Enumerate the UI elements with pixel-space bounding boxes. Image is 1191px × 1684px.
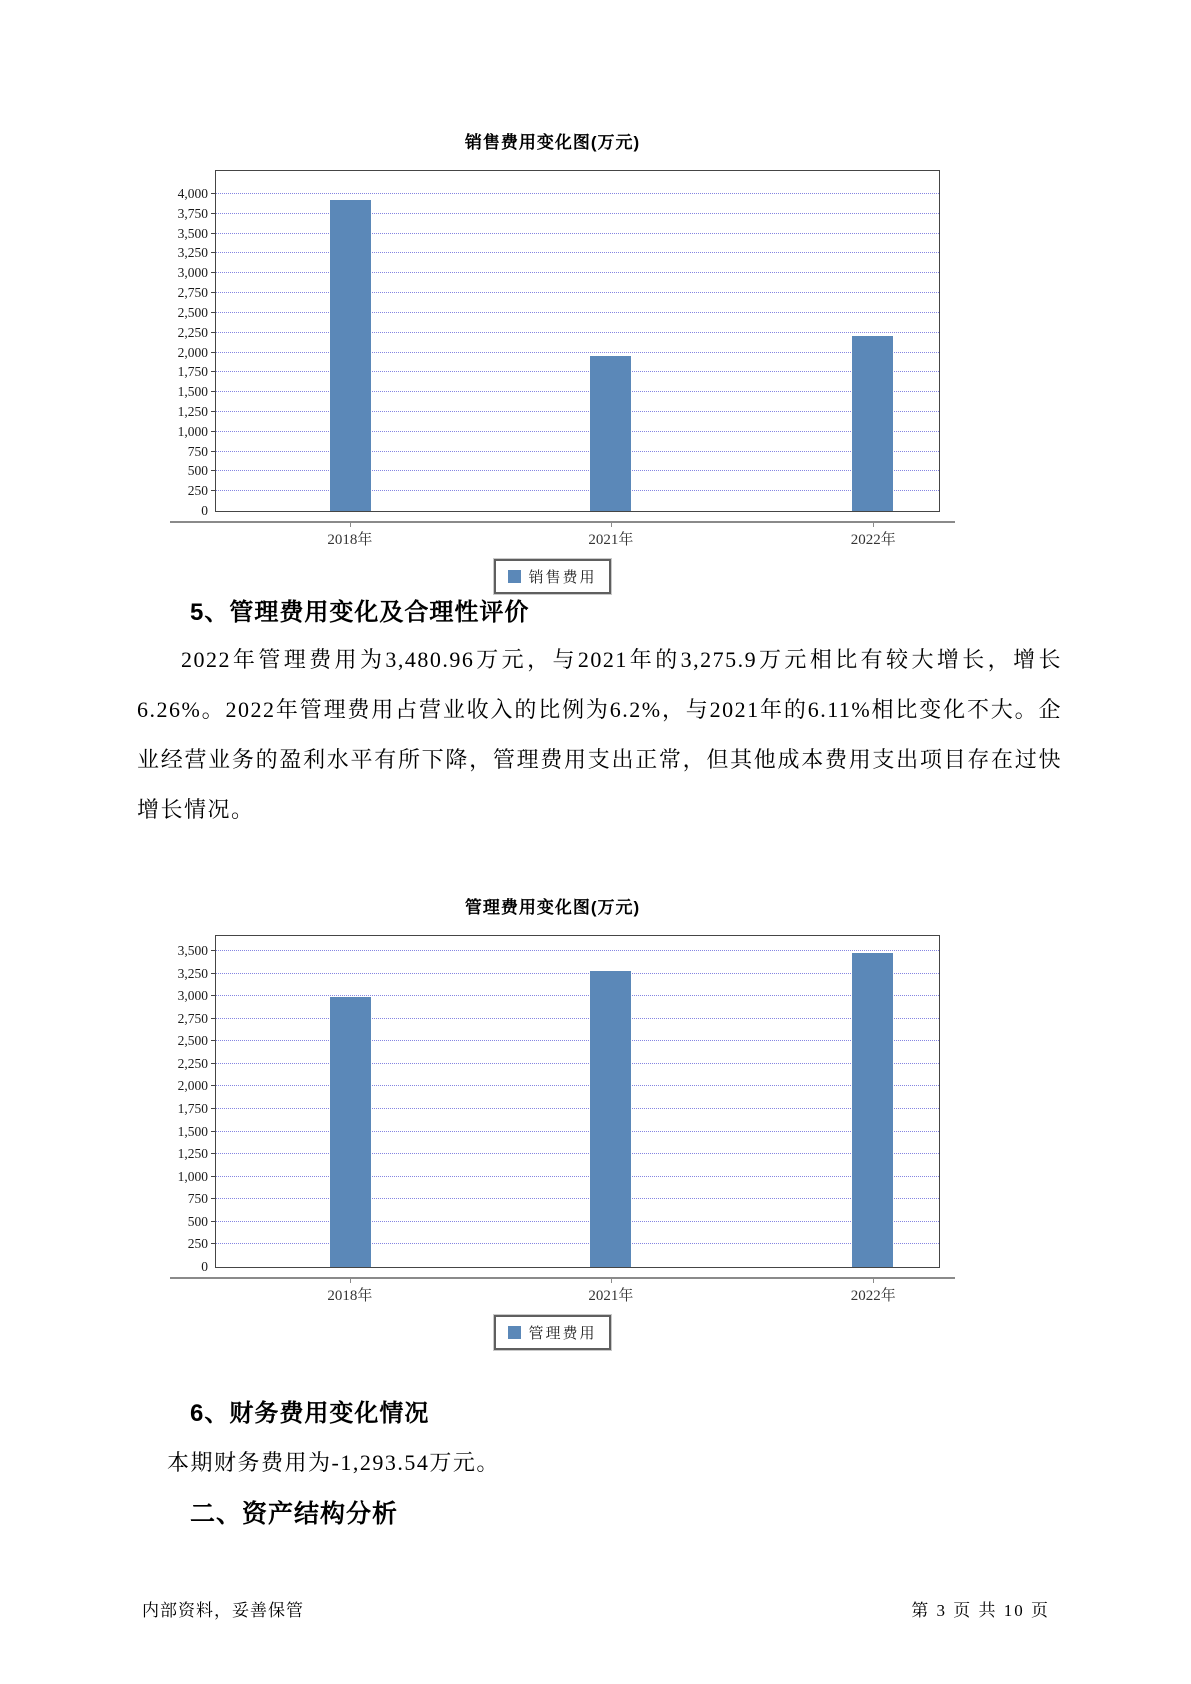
y-tick-label: 1,500 xyxy=(177,384,208,400)
y-tick-mark xyxy=(211,1108,216,1109)
section-paragraph-6: 本期财务费用为-1,293.54万元。 xyxy=(167,1450,500,1475)
y-tick-label: 3,500 xyxy=(177,943,208,958)
gridline xyxy=(216,292,939,293)
chart-title: 销售费用变化图(万元) xyxy=(464,133,641,152)
y-tick-mark xyxy=(211,371,216,372)
y-tick-label: 2,250 xyxy=(177,324,208,340)
section-heading-assets: 二、资产结构分析 xyxy=(190,1500,399,1528)
y-tick-mark xyxy=(211,1085,216,1086)
y-tick-label: 500 xyxy=(187,463,208,479)
bar-2022年 xyxy=(852,953,893,1267)
y-tick-mark xyxy=(211,272,216,273)
gridline xyxy=(216,1085,939,1086)
y-tick-label: 2,000 xyxy=(177,344,208,360)
y-tick-mark xyxy=(211,451,216,452)
chart-body xyxy=(177,170,960,518)
y-tick-mark xyxy=(211,352,216,353)
y-tick-label: 3,750 xyxy=(177,205,208,221)
management-expense-chart xyxy=(145,893,960,1350)
x-tick-label: 2022年 xyxy=(850,1288,896,1304)
y-tick-mark xyxy=(211,490,216,491)
y-tick-label: 750 xyxy=(187,1191,208,1207)
y-tick-label: 2,250 xyxy=(177,1055,208,1071)
y-tick-mark xyxy=(211,411,216,412)
plot-area xyxy=(177,935,940,1274)
y-tick-mark xyxy=(211,950,216,951)
y-tick-mark xyxy=(211,1243,216,1244)
gridline xyxy=(216,470,939,471)
gridline xyxy=(216,213,939,214)
gridline xyxy=(216,1063,939,1064)
y-tick-label: 750 xyxy=(187,443,208,459)
x-tick-label: 2021年 xyxy=(588,1288,634,1304)
y-tick-label: 2,000 xyxy=(177,1078,208,1094)
gridline xyxy=(216,1131,939,1132)
gridline xyxy=(216,411,939,412)
gridline xyxy=(216,193,939,194)
gridline xyxy=(216,272,939,273)
gridline xyxy=(216,451,939,452)
legend-row xyxy=(145,1315,960,1350)
y-tick-mark xyxy=(211,995,216,996)
y-tick-mark xyxy=(211,431,216,432)
y-tick-label: 3,250 xyxy=(177,965,208,981)
gridline xyxy=(216,391,939,392)
y-tick-mark xyxy=(211,332,216,333)
y-tick-label: 2,500 xyxy=(177,304,208,320)
x-tick-mark xyxy=(611,1277,612,1283)
bar-2018年 xyxy=(330,200,371,511)
legend-row xyxy=(145,559,960,594)
y-tick-mark xyxy=(211,1198,216,1199)
y-tick-mark xyxy=(211,1018,216,1019)
gridline xyxy=(216,352,939,353)
gridline xyxy=(216,233,939,234)
y-tick-label: 2,500 xyxy=(177,1033,208,1049)
gridline xyxy=(216,431,939,432)
section-paragraph-5: 2022年管理费用为3,480.96万元，与2021年的3,275.9万元相比有较大增长，增长6.26%。2022年管理费用占营业收入的比例为6.2%，与2021年的6.11%相比变化不大。企业经营业务的盈利水平有所下降，管理费用支出正常，但其他成本费用支出项目存在过快增长情况。 xyxy=(137,647,1062,822)
y-tick-mark xyxy=(211,312,216,313)
gridline xyxy=(216,1198,939,1199)
y-tick-mark xyxy=(211,1040,216,1041)
x-tick-mark xyxy=(873,521,874,527)
gridline xyxy=(216,1221,939,1222)
legend-swatch xyxy=(508,570,521,583)
x-tick-mark xyxy=(873,1277,874,1283)
gridline xyxy=(216,950,939,951)
y-tick-label: 1,000 xyxy=(177,423,208,439)
y-tick-label: 500 xyxy=(187,1213,208,1229)
y-tick-mark xyxy=(211,973,216,974)
bar-2021年 xyxy=(590,356,631,511)
bar-2018年 xyxy=(330,997,371,1267)
y-tick-mark xyxy=(211,292,216,293)
y-tick-mark xyxy=(211,1131,216,1132)
sales-expense-chart xyxy=(145,128,960,594)
section-heading-6: 6、财务费用变化情况 xyxy=(190,1400,430,1427)
gridline xyxy=(216,1018,939,1019)
y-tick-mark xyxy=(211,1063,216,1064)
y-tick-label: 0 xyxy=(201,1259,208,1274)
gridline xyxy=(216,1243,939,1244)
gridline xyxy=(216,973,939,974)
y-tick-label: 1,000 xyxy=(177,1168,208,1184)
gridline xyxy=(216,312,939,313)
y-tick-label: 2,750 xyxy=(177,1010,208,1026)
y-tick-mark xyxy=(211,1221,216,1222)
y-tick-label: 3,500 xyxy=(177,225,208,241)
x-tick-mark xyxy=(611,521,612,527)
y-tick-mark xyxy=(211,213,216,214)
x-tick-label: 2018年 xyxy=(327,532,373,548)
gridline xyxy=(216,1176,939,1177)
y-tick-label: 250 xyxy=(187,483,208,499)
x-axis xyxy=(170,1277,955,1305)
y-tick-mark xyxy=(211,1176,216,1177)
gridline xyxy=(216,1040,939,1041)
legend-label: 管理费用 xyxy=(528,1326,597,1342)
chart-body xyxy=(177,935,960,1274)
y-tick-label: 1,500 xyxy=(177,1123,208,1139)
bar-2022年 xyxy=(852,336,893,511)
gridline xyxy=(216,1153,939,1154)
gridline xyxy=(216,490,939,491)
gridline xyxy=(216,995,939,996)
gridline xyxy=(216,252,939,253)
y-tick-mark xyxy=(211,391,216,392)
footer-confidential-note: 内部资料，妥善保管 xyxy=(142,1601,304,1620)
legend-swatch xyxy=(508,1326,521,1339)
footer-page-number: 第 3 页 共 10 页 xyxy=(911,1601,1050,1620)
bar-2021年 xyxy=(590,971,631,1267)
y-tick-mark xyxy=(211,1153,216,1154)
y-tick-label: 1,250 xyxy=(177,403,208,419)
x-tick-label: 2018年 xyxy=(327,1288,373,1304)
y-tick-label: 0 xyxy=(201,503,208,518)
y-tick-label: 1,750 xyxy=(177,1101,208,1116)
y-tick-mark xyxy=(211,233,216,234)
gridline xyxy=(216,332,939,333)
y-tick-label: 1,250 xyxy=(177,1146,208,1162)
chart-title: 管理费用变化图(万元) xyxy=(464,898,641,917)
x-tick-label: 2022年 xyxy=(850,532,896,548)
y-tick-label: 1,750 xyxy=(177,364,208,380)
plot-area xyxy=(177,170,940,518)
y-tick-mark xyxy=(211,470,216,471)
y-tick-label: 250 xyxy=(187,1236,208,1252)
gridline xyxy=(216,1108,939,1109)
y-tick-label: 3,000 xyxy=(177,265,208,281)
x-tick-mark xyxy=(350,521,351,527)
x-tick-label: 2021年 xyxy=(588,532,634,548)
legend-label: 销售费用 xyxy=(528,570,597,586)
legend xyxy=(494,559,610,594)
legend xyxy=(494,1315,610,1350)
y-tick-label: 4,000 xyxy=(177,186,208,201)
y-tick-mark xyxy=(211,193,216,194)
x-tick-mark xyxy=(350,1277,351,1283)
y-tick-label: 3,000 xyxy=(177,988,208,1004)
y-tick-mark xyxy=(211,252,216,253)
y-tick-label: 2,750 xyxy=(177,285,208,301)
y-tick-label: 3,250 xyxy=(177,245,208,261)
gridline xyxy=(216,371,939,372)
section-heading-5: 5、管理费用变化及合理性评价 xyxy=(190,599,530,626)
x-axis xyxy=(170,521,955,549)
